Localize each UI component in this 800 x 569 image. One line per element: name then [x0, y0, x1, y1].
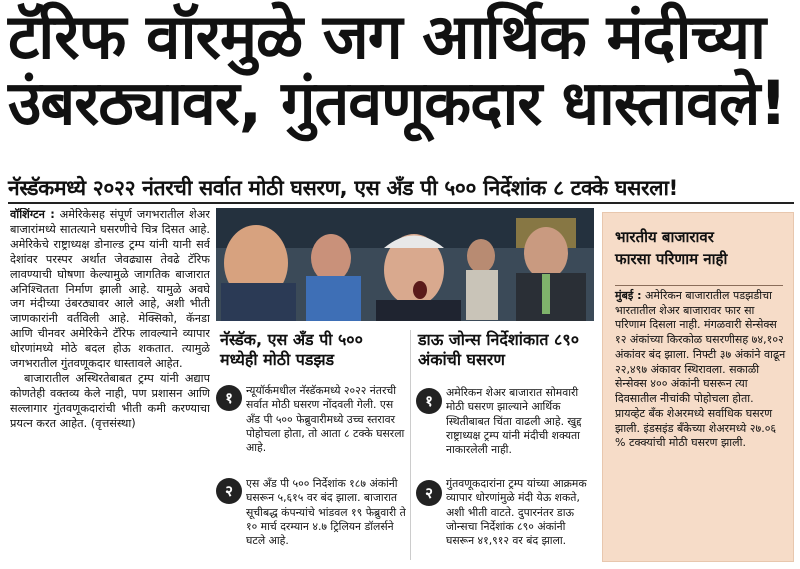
- section-dow-item-2: गुंतवणूकदारांना ट्रम्प यांच्या आक्रमक व्यापार धोरणांमुळे मंदी येऊ शकते, अशी भीती वाटते. दुपारनंतर डाऊ जोन्सचा निर्देशांक ८९० अंकांनी घसरून ४१,९१२ वर बंद झाला.: [446, 477, 587, 547]
- stock-traders-photo: [216, 208, 594, 321]
- sidebar-india-market: [602, 212, 794, 562]
- divider-rule: [8, 202, 794, 204]
- section-dow-item-1: अमेरिकन शेअर बाजारात सोमवारी मोठी घसरण झाल्याने आर्थिक स्थितीबाबत चिंता वाढली आहे. खुद्द राष्ट्राध्यक्ष ट्रम्प यांनी मंदीची शक्यता नाकारलेली नाही.: [446, 386, 582, 456]
- dateline-mumbai: मुंबई :: [615, 289, 642, 302]
- bullet-number: २: [416, 480, 442, 506]
- subheadline: नॅस्डॅकमध्ये २०२२ नंतरची सर्वात मोठी घसरण, एस अँड पी ५०० निर्देशांक ८ टक्के घसरला!: [8, 176, 678, 200]
- section-nasdaq-title: नॅस्डॅक, एस अँड पी ५०० मध्येही मोठी पडझड: [220, 330, 363, 369]
- sidebar-title-line-1: भारतीय बाजारावर: [615, 228, 714, 246]
- headline-line-1: टॅरिफ वॉरमुळे जग आर्थिक मंदीच्या: [8, 0, 766, 73]
- bullet-number: १: [416, 388, 442, 414]
- dateline-washington: वॉशिंग्टन :: [10, 208, 55, 221]
- section-nasdaq-item-1: न्यूयॉर्कमधील नॅस्डॅकमध्ये २०२२ नंतरची सर्वात मोठी घसरण नोंदवली गेली. एस अँड पी ५०० फेब्रुवारीमध्ये उच्च स्तरावर पोहोचला होता, तो आता ८ टक्के घसरला आहे.: [246, 384, 405, 454]
- left-paragraph-1-text: अमेरिकेसह संपूर्ण जगभरातील शेअर बाजारांमध्ये सातत्याने घसरणीचे चित्र दिसत आहे. अमेरिकेचे राष्ट्राध्यक्ष डोनाल्ड ट्रम्प यांनी यानी सर्व देशांवर परस्पर अर्थात जेवढ्यास तेवढे टॅरिफ लावण्याची घोषणा केल्यामुळे जागतिक बाजारात अनिश्चितता निर्माण झाली आहे. यामुळे अवघे जग मंदीच्या उंबरठ्यावर आले आहे, अशी भीती जाणकारांनी वर्तविली आहे. मेक्सिको, कॅनडा आणि चीनवर अमेरिकेने टॅरिफ लावल्याने व्यापार धोरणांमध्ये मोठे बदल होऊ शकतात. त्यामुळे जगभरातील गुंतवणूकदार धास्तावले आहेत.: [10, 208, 210, 371]
- sidebar-body: [615, 289, 787, 451]
- section-nasdaq-item-2: एस अँड पी ५०० निर्देशांक १८७ अंकांनी घसरून ५,६१५ वर बंद झाला. बाजारात सूचीबद्ध कंपन्यांचे भांडवल १९ फेब्रुवारी ते १० मार्च दरम्यान ४.७ ट्रिलियन डॉलर्सने घटले आहे.: [246, 477, 406, 547]
- left-paragraph-2: बाजारातील अस्थिरतेबाबत ट्रम्प यांनी अद्याप कोणतेही वक्तव्य केले नाही, पण प्रशासन आणि सल्लागार गुंतवणूकदारांची भीती कमी करण्याचा प्रयत्न करत आहेत. (वृत्तसंस्था): [10, 371, 210, 430]
- section-dow-title: डाऊ जोन्स निर्देशांकात ८९० अंकांची घसरण: [418, 330, 580, 369]
- left-paragraph-1: [10, 208, 210, 372]
- left-article-column: [10, 208, 210, 564]
- sidebar-title-line-2: फारसा परिणाम नाही: [615, 249, 728, 268]
- bullet-number: २: [216, 478, 242, 504]
- sidebar-body-text: अमेरिकन बाजारातील पडझडीचा भारतातील शेअर बाजारावर फार सा परिणाम दिसला नाही. मंगळवारी सेन्सेक्स १२ अंकांच्या किरकोळ घसरणीसह ७४,१०२ अंकांवर बंद झाला. निफ्टी ३७ अंकांने वाढून २२,४९७ अंकावर स्थिरावला. सकाळी सेन्सेक्स ४०० अंकांनी घसरून त्या दिवसातील नीचांकी पोहोचला होता. प्रायव्हेट बँक शेअरमध्ये सर्वाधिक घसरण झाली. इंडसइंड बँकेच्या शेअरमध्ये २७.०६ % टक्क्यांची मोठी घसरण झाली.: [615, 289, 786, 450]
- headline-line-2: उंबरठ्यावर, गुंतवणूकदार धास्तावले!: [8, 67, 787, 139]
- sidebar-divider: [615, 285, 783, 286]
- bullet-number: १: [216, 385, 242, 411]
- column-divider: [410, 330, 411, 560]
- sidebar-title: [615, 227, 785, 271]
- headline: [8, 0, 794, 139]
